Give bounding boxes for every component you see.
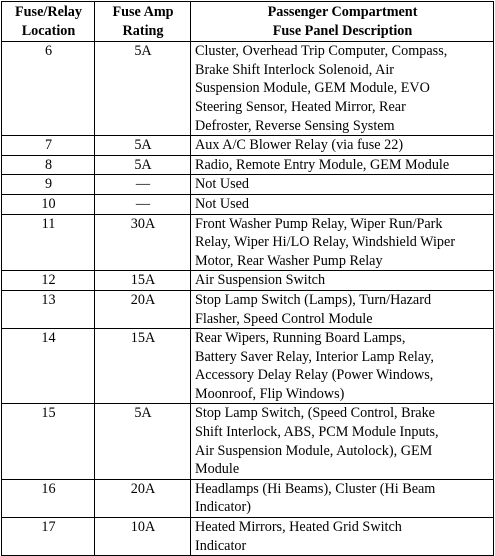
- table-row: [2, 518, 494, 556]
- table-body: [2, 42, 494, 556]
- description-line: Not Used: [195, 195, 249, 212]
- fuse-description-cell: [191, 136, 494, 156]
- fuse-description-cell: [191, 214, 494, 271]
- table-row: [2, 214, 494, 271]
- description-line: Moonroof, Flip Windows): [195, 385, 345, 402]
- header-location: [2, 2, 95, 42]
- fuse-description-cell: [191, 290, 494, 328]
- fuse-location-cell: 15: [2, 404, 95, 479]
- description-line: Stop Lamp Switch, (Speed Control, Brake: [195, 405, 435, 422]
- description-line: Battery Saver Relay, Interior Lamp Relay,: [195, 348, 434, 365]
- description-line: Indicator: [195, 537, 247, 554]
- description-line: Aux A/C Blower Relay (via fuse 22): [195, 137, 404, 154]
- fuse-rating-cell: 20A: [95, 479, 191, 517]
- fuse-rating-cell: 5A: [95, 42, 191, 136]
- fuse-description-cell: [191, 42, 494, 136]
- fuse-rating-cell: —: [95, 175, 191, 195]
- fuse-location-cell: 10: [2, 194, 95, 214]
- description-line: Flasher, Speed Control Module: [195, 310, 373, 327]
- fuse-location-cell: 7: [2, 136, 95, 156]
- fuse-location-cell: 13: [2, 290, 95, 328]
- description-line: Heated Mirrors, Heated Grid Switch: [195, 519, 402, 536]
- table-row: [2, 42, 494, 136]
- description-line: Defroster, Reverse Sensing System: [195, 117, 395, 134]
- fuse-rating-cell: 15A: [95, 271, 191, 291]
- description-line: Accessory Delay Relay (Power Windows,: [195, 367, 434, 384]
- fuse-location-cell: 6: [2, 42, 95, 136]
- header-rating: [95, 2, 191, 42]
- table-row: [2, 155, 494, 175]
- fuse-location-cell: 11: [2, 214, 95, 271]
- description-line: Shift Interlock, ABS, PCM Module Inputs,: [195, 424, 439, 441]
- fuse-description-cell: [191, 175, 494, 195]
- description-line: Relay, Wiper Hi/LO Relay, Windshield Wiper: [195, 234, 456, 251]
- fuse-rating-cell: 20A: [95, 290, 191, 328]
- fuse-location-cell: 14: [2, 329, 95, 404]
- description-line: Module: [195, 461, 240, 478]
- fuse-rating-cell: 5A: [95, 155, 191, 175]
- header-rating-line-1: Fuse Amp: [112, 4, 174, 20]
- description-line: Front Washer Pump Relay, Wiper Run/Park: [195, 215, 443, 232]
- fuse-location-cell: 12: [2, 271, 95, 291]
- table-row: [2, 479, 494, 517]
- header-location-line-1: Fuse/Relay: [15, 4, 82, 20]
- description-line: Cluster, Overhead Trip Computer, Compass,: [195, 43, 448, 60]
- table-row: [2, 404, 494, 479]
- fuse-rating-cell: 30A: [95, 214, 191, 271]
- description-line: Motor, Rear Washer Pump Relay: [195, 252, 383, 269]
- fuse-description-cell: [191, 155, 494, 175]
- fuse-location-cell: 16: [2, 479, 95, 517]
- description-line: Radio, Remote Entry Module, GEM Module: [195, 156, 450, 173]
- fuse-rating-cell: 5A: [95, 136, 191, 156]
- description-line: Headlamps (Hi Beams), Cluster (Hi Beam: [195, 480, 436, 497]
- fuse-description-cell: [191, 518, 494, 556]
- fuse-rating-cell: —: [95, 194, 191, 214]
- description-line: Indicator): [195, 499, 251, 516]
- table-row: [2, 290, 494, 328]
- description-line: Suspension Module, GEM Module, EVO: [195, 80, 430, 97]
- fuse-description-cell: [191, 271, 494, 291]
- description-line: Brake Shift Interlock Solenoid, Air: [195, 61, 394, 78]
- fuse-rating-cell: 5A: [95, 404, 191, 479]
- fuse-location-cell: 8: [2, 155, 95, 175]
- table-row: [2, 136, 494, 156]
- description-line: Steering Sensor, Heated Mirror, Rear: [195, 98, 406, 115]
- header-description-line-2: Fuse Panel Description: [272, 22, 413, 39]
- table-row: [2, 175, 494, 195]
- table-row: [2, 194, 494, 214]
- header-rating-line-2: Rating: [122, 22, 164, 39]
- fuse-description-cell: [191, 479, 494, 517]
- description-line: Stop Lamp Switch (Lamps), Turn/Hazard: [195, 291, 432, 308]
- fuse-panel-table: [1, 1, 494, 556]
- fuse-description-cell: [191, 329, 494, 404]
- fuse-location-cell: 17: [2, 518, 95, 556]
- fuse-description-cell: [191, 404, 494, 479]
- header-location-line-2: Location: [21, 22, 76, 39]
- fuse-rating-cell: 15A: [95, 329, 191, 404]
- table-header-row: [2, 2, 494, 42]
- description-line: Air Suspension Switch: [195, 272, 326, 289]
- table-row: [2, 329, 494, 404]
- fuse-description-cell: [191, 194, 494, 214]
- description-line: Not Used: [195, 176, 249, 193]
- table-row: [2, 271, 494, 291]
- description-line: Rear Wipers, Running Board Lamps,: [195, 330, 406, 347]
- description-line: Air Suspension Module, Autolock), GEM: [195, 442, 433, 459]
- fuse-rating-cell: 10A: [95, 518, 191, 556]
- fuse-location-cell: 9: [2, 175, 95, 195]
- header-description: [191, 2, 494, 42]
- header-description-line-1: Passenger Compartment: [267, 4, 418, 20]
